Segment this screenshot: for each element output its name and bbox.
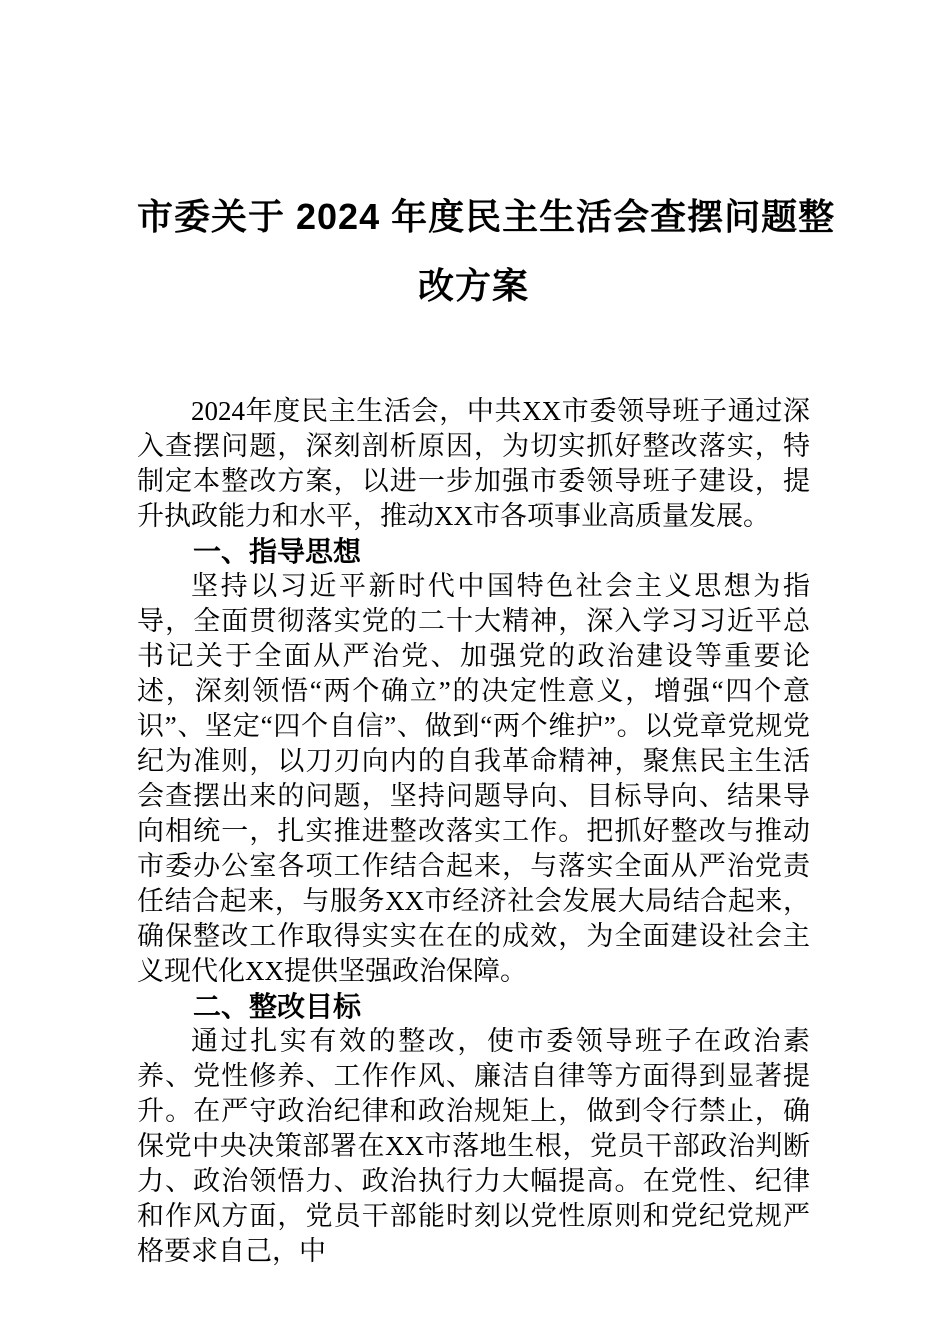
section-1-heading: 一、指导思想 — [193, 536, 362, 567]
document-title-line-1: 市委关于 2024 年度民主生活会查摆问题整 — [137, 196, 836, 237]
intro-paragraph: 2024年度民主生活会，中共XX市委领导班子通过深入查摆问题，深刻剖析原因，为切实抓好整改落实，特制定本整改方案，以进一步加强市委领导班子建设，提升执政能力和水平，推动XX市各项事业高质量发展。 — [137, 396, 810, 531]
section-1-paragraph: 坚持以习近平新时代中国特色社会主义思想为指导，全面贯彻落实党的二十大精神，深入学习习近平总书记关于全面从严治党、加强党的政治建设等重要论述，深刻领悟“两个确立”的决定性意义，增强“四个意识”、坚定“四个自信”、做到“两个维护”。以党章党规党纪为准则，以刀刃向内的自我革命精神，聚焦民主生活会查摆出来的问题，坚持问题导向、目标导向、结果导向相统一，扎实推进整改落实工作。把抓好整改与推动市委办公室各项工作结合起来，与落实全面从严治党责任结合起来，与服务XX市经济社会发展大局结合起来，确保整改工作取得实实在在的成效，为全面建设社会主义现代化XX提供坚强政治保障。 — [137, 571, 810, 986]
document-title — [137, 182, 836, 320]
section-2-paragraph: 通过扎实有效的整改，使市委领导班子在政治素养、党性修养、工作作风、廉洁自律等方面得到显著提升。在严守政治纪律和政治规矩上，做到令行禁止，确保党中央决策部署在XX市落地生根，党员干部政治判断力、政治领悟力、政治执行力大幅提高。在党性、纪律和作风方面，党员干部能时刻以党性原则和党纪党规严格要求自己，中 — [137, 1026, 810, 1266]
section-2-heading: 二、整改目标 — [193, 991, 362, 1022]
document-body — [137, 394, 810, 1269]
document-title-line-2: 改方案 — [417, 265, 529, 306]
